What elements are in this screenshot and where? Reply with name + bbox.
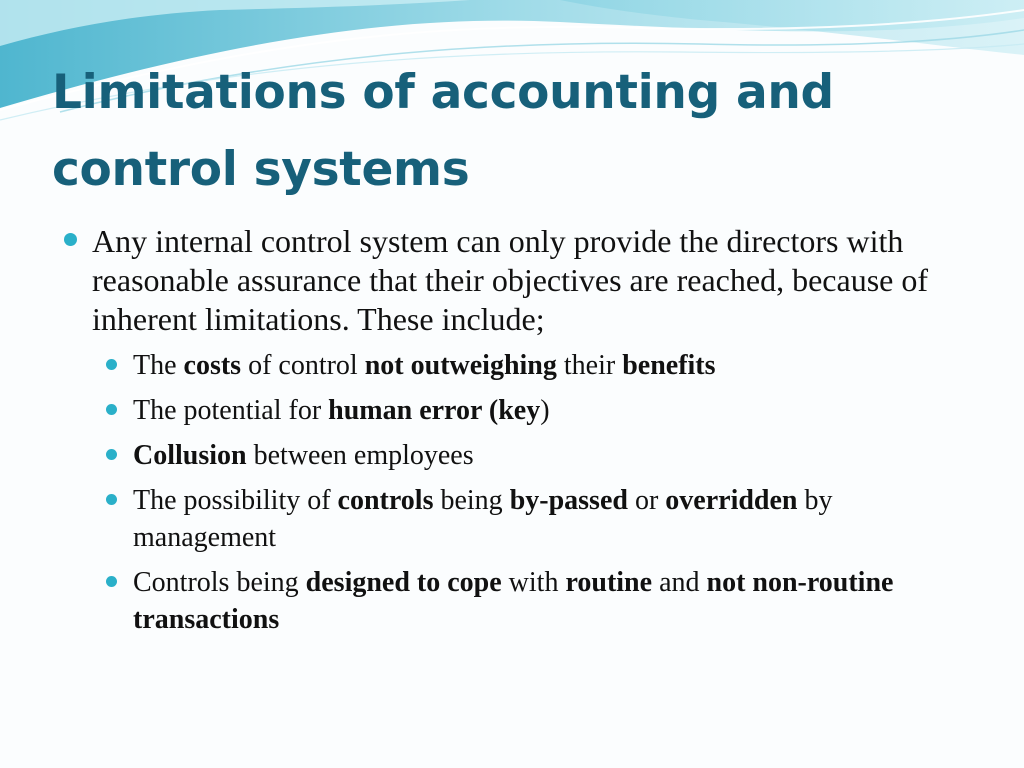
- bold-run: Collusion: [133, 440, 247, 471]
- bullet-dot-icon: [106, 359, 117, 370]
- slide-body: [62, 222, 982, 646]
- bold-run: overridden: [665, 485, 798, 516]
- bullet-dot-icon: [106, 404, 117, 415]
- text-run: between employees: [246, 440, 474, 471]
- bold-run: human error (key: [328, 395, 541, 426]
- text-run: The possibility of: [133, 485, 338, 516]
- bold-run: not outweighing: [364, 350, 557, 381]
- bold-run: controls: [337, 485, 434, 516]
- bold-run: costs: [183, 350, 242, 381]
- text-run: by management: [133, 485, 833, 553]
- sub-bullet-override: [104, 482, 982, 556]
- bullet-main: [62, 222, 982, 339]
- text-run: ): [540, 395, 550, 426]
- text-run: their: [556, 350, 623, 381]
- sub-bullet-human-error: [104, 392, 982, 429]
- text-run: of control: [241, 350, 365, 381]
- text-run: being: [433, 485, 510, 516]
- bold-run: designed to cope: [305, 567, 502, 598]
- bold-run: routine: [565, 567, 653, 598]
- bullet-dot-icon: [64, 233, 77, 246]
- sub-bullet-routine: [104, 564, 982, 638]
- bold-run: by-passed: [509, 485, 628, 516]
- sub-bullet-list: [62, 347, 982, 638]
- bold-run: benefits: [622, 350, 716, 381]
- bullet-main-text: Any internal control system can only provide the directors with reasonable assurance that their objectives are reached, because of inherent limitations. These include;: [92, 223, 928, 337]
- text-run: The potential for: [133, 395, 329, 426]
- sub-bullet-collusion: [104, 437, 982, 474]
- bullet-dot-icon: [106, 494, 117, 505]
- bullet-dot-icon: [106, 449, 117, 460]
- bold-run: not non-routine transactions: [133, 567, 894, 635]
- slide-title: Limitations of accounting and control systems: [52, 65, 834, 197]
- text-run: with: [501, 567, 566, 598]
- text-run: The: [133, 350, 184, 381]
- text-run: or: [627, 485, 666, 516]
- bullet-dot-icon: [106, 576, 117, 587]
- sub-bullet-costs: [104, 347, 982, 384]
- text-run: Controls being: [133, 567, 306, 598]
- text-run: and: [652, 567, 707, 598]
